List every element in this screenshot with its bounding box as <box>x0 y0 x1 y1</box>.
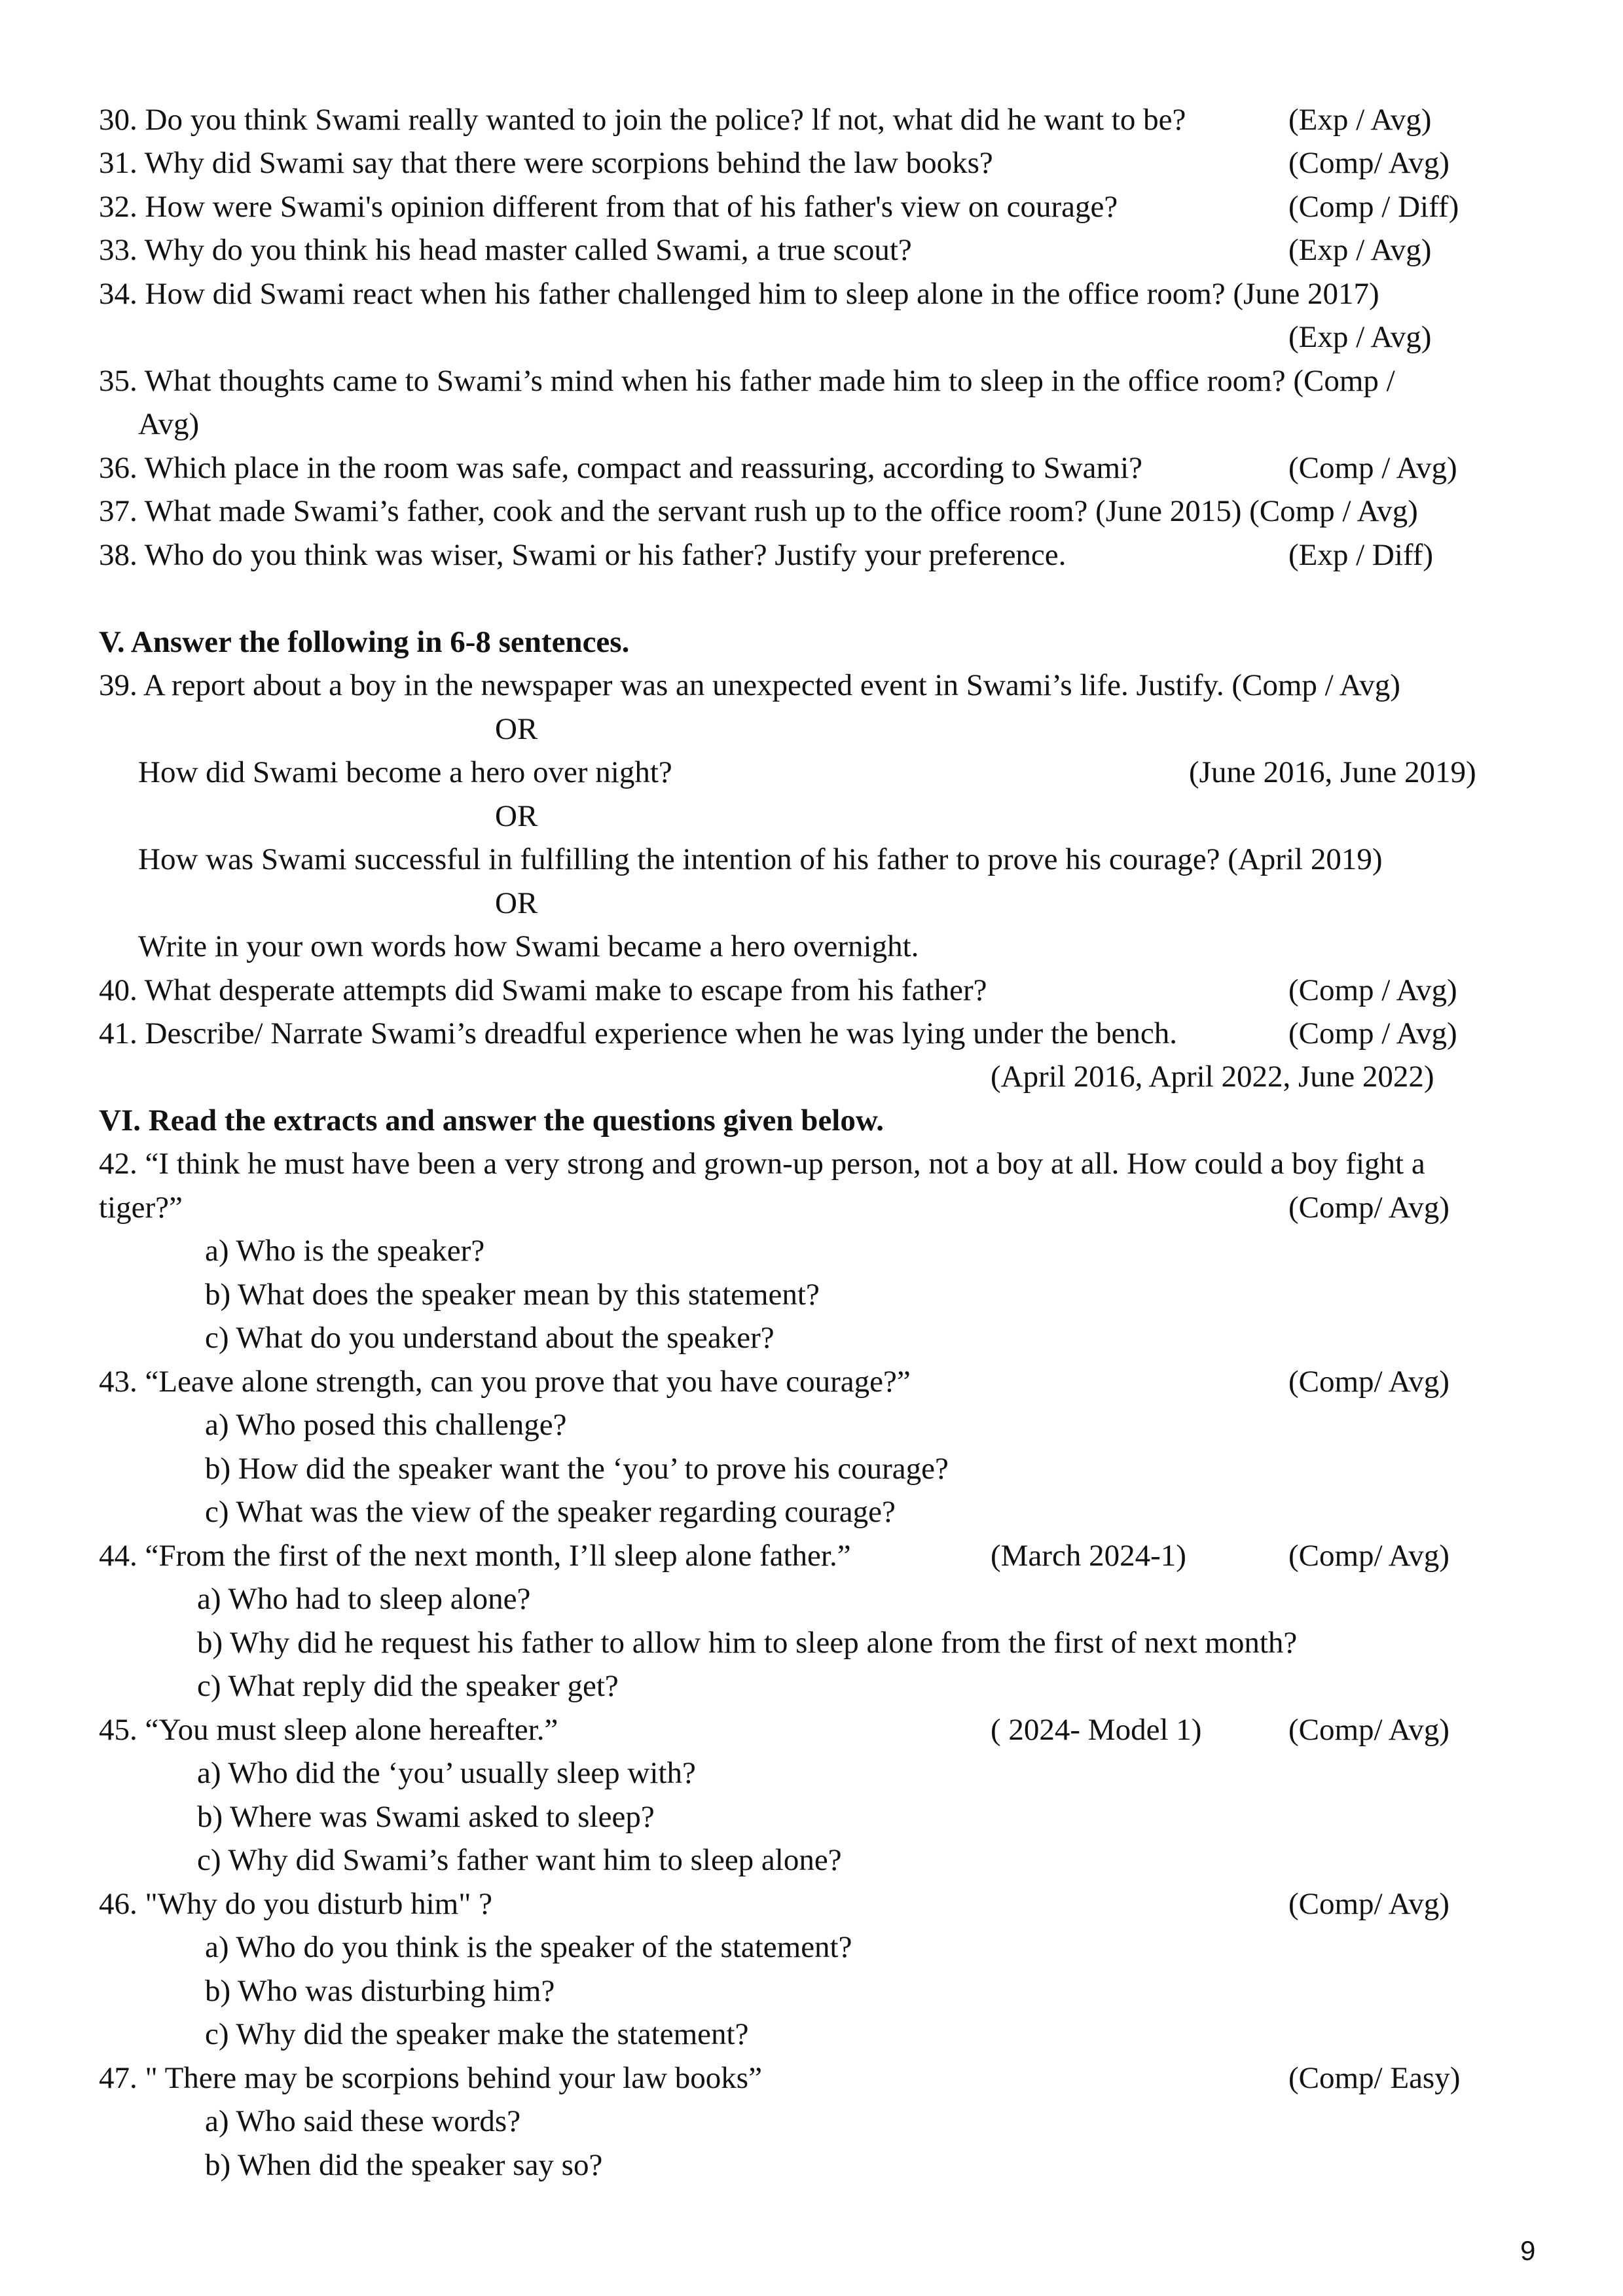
or-separator-2: OR <box>495 799 538 833</box>
section-vi-heading: VI. Read the extracts and answer the questions given below. <box>99 1103 884 1138</box>
question-38: 38. Who do you think was wiser, Swami or his father? Justify your preference. <box>99 538 1067 572</box>
question-42-tag: (Comp/ Avg) <box>1288 1191 1450 1225</box>
question-39-alt-3: Write in your own words how Swami became a hero overnight. <box>138 929 919 963</box>
question-45-ref: ( 2024- Model 1) <box>991 1713 1202 1747</box>
or-separator-1: OR <box>495 712 538 746</box>
question-43-sub-a: a) Who posed this challenge? <box>205 1408 567 1442</box>
question-44-sub-b: b) Why did he request his father to allow him to sleep alone from the first of next month? <box>197 1626 1298 1660</box>
question-39: 39. A report about a boy in the newspaper was an unexpected event in Swami’s life. Justify. (Comp / Avg) <box>99 668 1400 702</box>
question-31: 31. Why did Swami say that there were scorpions behind the law books? <box>99 146 993 180</box>
question-42-sub-c: c) What do you understand about the speaker? <box>205 1321 775 1355</box>
question-35-continuation: Avg) <box>138 407 200 441</box>
question-43-sub-c: c) What was the view of the speaker regarding courage? <box>205 1495 896 1529</box>
question-46-tag: (Comp/ Avg) <box>1288 1887 1450 1921</box>
question-47-tag: (Comp/ Easy) <box>1288 2061 1461 2095</box>
question-46-sub-a: a) Who do you think is the speaker of the statement? <box>205 1930 852 1964</box>
question-37: 37. What made Swami’s father, cook and the servant rush up to the office room? (June 2015) (Comp / Avg) <box>99 494 1418 528</box>
question-44-tag: (Comp/ Avg) <box>1288 1539 1450 1573</box>
question-47: 47. " There may be scorpions behind your law books” <box>99 2061 762 2095</box>
question-44: 44. “From the first of the next month, I’ll sleep alone father.” <box>99 1539 851 1573</box>
question-36-tag: (Comp / Avg) <box>1288 451 1457 485</box>
question-44-ref: (March 2024-1) <box>991 1539 1186 1573</box>
question-34-tag: (Exp / Avg) <box>1288 320 1432 354</box>
question-42-sub-a: a) Who is the speaker? <box>205 1234 485 1268</box>
question-40: 40. What desperate attempts did Swami make to escape from his father? <box>99 973 987 1007</box>
question-33: 33. Why do you think his head master called Swami, a true scout? <box>99 233 912 267</box>
question-30: 30. Do you think Swami really wanted to join the police? lf not, what did he want to be? <box>99 103 1186 137</box>
question-36: 36. Which place in the room was safe, compact and reassuring, according to Swami? <box>99 451 1143 485</box>
question-45-tag: (Comp/ Avg) <box>1288 1713 1450 1747</box>
question-32: 32. How were Swami's opinion different from that of his father's view on courage? <box>99 190 1118 224</box>
question-46-sub-c: c) Why did the speaker make the statement? <box>205 2017 749 2051</box>
page-number: 9 <box>1520 2235 1536 2266</box>
question-46-sub-b: b) Who was disturbing him? <box>205 1974 555 2008</box>
question-42-continuation: tiger?” <box>99 1191 183 1225</box>
question-40-tag: (Comp / Avg) <box>1288 973 1457 1007</box>
question-42-sub-b: b) What does the speaker mean by this statement? <box>205 1278 820 1312</box>
question-45-sub-a: a) Who did the ‘you’ usually sleep with? <box>197 1756 696 1790</box>
question-33-tag: (Exp / Avg) <box>1288 233 1432 267</box>
question-34: 34. How did Swami react when his father challenged him to sleep alone in the office room? (June 2017) <box>99 277 1379 311</box>
question-41: 41. Describe/ Narrate Swami’s dreadful experience when he was lying under the bench. <box>99 1016 1177 1050</box>
question-45-sub-b: b) Where was Swami asked to sleep? <box>197 1800 655 1834</box>
question-46: 46. "Why do you disturb him" ? <box>99 1887 493 1921</box>
question-30-tag: (Exp / Avg) <box>1288 103 1432 137</box>
question-47-sub-a: a) Who said these words? <box>205 2104 521 2138</box>
question-39-alt-1-ref: (June 2016, June 2019) <box>1189 755 1476 789</box>
question-41-tag: (Comp / Avg) <box>1288 1016 1457 1050</box>
question-43: 43. “Leave alone strength, can you prove that you have courage?” <box>99 1365 911 1399</box>
question-42: 42. “I think he must have been a very strong and grown-up person, not a boy at all. How could a boy fight a <box>99 1147 1425 1181</box>
question-44-sub-c: c) What reply did the speaker get? <box>197 1669 619 1703</box>
question-45: 45. “You must sleep alone hereafter.” <box>99 1713 558 1747</box>
or-separator-3: OR <box>495 886 538 920</box>
section-v-heading: V. Answer the following in 6-8 sentences. <box>99 625 630 659</box>
question-44-sub-a: a) Who had to sleep alone? <box>197 1582 531 1616</box>
question-45-sub-c: c) Why did Swami’s father want him to sleep alone? <box>197 1843 842 1877</box>
question-31-tag: (Comp/ Avg) <box>1288 146 1450 180</box>
question-39-alt-1: How did Swami become a hero over night? <box>138 755 672 789</box>
question-43-tag: (Comp/ Avg) <box>1288 1365 1450 1399</box>
question-38-tag: (Exp / Diff) <box>1288 538 1434 572</box>
question-32-tag: (Comp / Diff) <box>1288 190 1459 224</box>
question-43-sub-b: b) How did the speaker want the ‘you’ to prove his courage? <box>205 1452 949 1486</box>
question-35: 35. What thoughts came to Swami’s mind when his father made him to sleep in the office room? (Comp / <box>99 364 1395 398</box>
question-47-sub-b: b) When did the speaker say so? <box>205 2148 603 2182</box>
question-41-ref: (April 2016, April 2022, June 2022) <box>991 1060 1434 1094</box>
question-39-alt-2: How was Swami successful in fulfilling the intention of his father to prove his courage? (April 2019) <box>138 842 1383 876</box>
